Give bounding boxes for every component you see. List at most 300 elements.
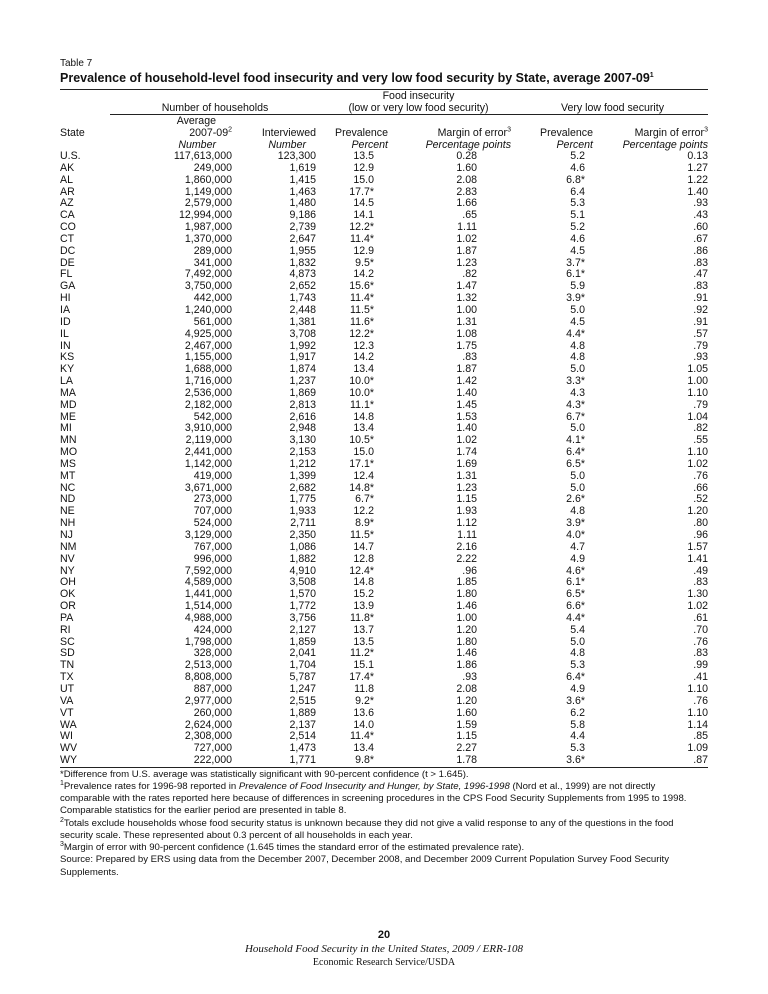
fi-margin-cell: 1.23 bbox=[456, 481, 477, 494]
table-row bbox=[60, 305, 708, 317]
vlfs-margin-cell: 1.10 bbox=[687, 682, 708, 695]
vlfs-margin-cell: .52 bbox=[693, 493, 708, 506]
vlfs-margin-cell: .55 bbox=[693, 434, 708, 447]
interviewed-cell: 2,153 bbox=[289, 446, 316, 459]
average-households-cell: 1,155,000 bbox=[184, 351, 232, 364]
average-households-cell: 561,000 bbox=[193, 315, 232, 328]
fi-margin-cell: 1.00 bbox=[456, 303, 477, 316]
unit-pp-fi: Percentage points bbox=[425, 139, 511, 151]
average-households-cell: 1,370,000 bbox=[184, 232, 232, 245]
interviewed-cell: 1,463 bbox=[289, 185, 316, 198]
fi-margin-cell: 1.31 bbox=[456, 469, 477, 482]
vlfs-margin-cell: .76 bbox=[693, 635, 708, 648]
state-cell: MT bbox=[60, 469, 76, 482]
vlfs-margin-cell: 1.10 bbox=[687, 446, 708, 459]
interviewed-cell: 2,127 bbox=[289, 623, 316, 636]
vlfs-margin-cell: 1.20 bbox=[687, 505, 708, 518]
average-households-cell: 2,119,000 bbox=[185, 434, 232, 447]
vlfs-margin-cell: 1.02 bbox=[687, 600, 708, 613]
footnote-2: $^2$Totals exclude households whose food security status is unknown because they did not give a valid response to any of the questions in the food security scale. These represented about 0.3 percent of all households in each year. bbox=[60, 816, 674, 841]
fi-prevalence-cell: 15.1 bbox=[353, 659, 374, 672]
fi-prevalence-cell: 12.2 bbox=[353, 505, 374, 518]
vlfs-margin-cell: .83 bbox=[693, 280, 708, 293]
table-row bbox=[60, 577, 708, 589]
vlfs-margin-cell: 1.10 bbox=[687, 386, 708, 399]
vlfs-prevalence-cell: 5.0 bbox=[570, 635, 585, 648]
fi-margin-cell: 1.47 bbox=[456, 280, 477, 293]
fi-prevalence-cell: 15.0 bbox=[353, 446, 374, 459]
average-households-cell: 2,624,000 bbox=[184, 718, 232, 731]
very-low-food-security-heading: Very low food security bbox=[517, 102, 708, 115]
average-households-cell: 542,000 bbox=[193, 410, 232, 423]
fi-margin-cell: 1.53 bbox=[456, 410, 477, 423]
table-row bbox=[60, 281, 708, 293]
average-households-cell: 2,308,000 bbox=[184, 730, 232, 743]
fi-margin-cell: 1.11 bbox=[457, 529, 477, 541]
fi-margin-cell: 2.08 bbox=[456, 173, 477, 186]
average-households-cell: 4,925,000 bbox=[184, 327, 232, 340]
average-households-cell: 424,000 bbox=[193, 623, 232, 636]
table-row bbox=[60, 341, 708, 353]
average-households-cell: 3,750,000 bbox=[184, 280, 232, 293]
interviewed-cell: 2,739 bbox=[289, 221, 316, 234]
interviewed-cell: 2,350 bbox=[289, 529, 316, 541]
interviewed-cell: 2,647 bbox=[289, 232, 316, 245]
fi-margin-cell: 1.15 bbox=[456, 730, 477, 743]
interviewed-cell: 3,508 bbox=[289, 576, 316, 589]
vlfs-margin-cell: .60 bbox=[693, 221, 708, 234]
table-row bbox=[60, 293, 708, 305]
fi-margin-cell: 1.45 bbox=[456, 398, 477, 411]
interviewed-cell: 1,212 bbox=[289, 457, 316, 470]
interviewed-cell: 1,882 bbox=[289, 552, 316, 565]
vlfs-prevalence-cell: 5.8 bbox=[570, 718, 585, 731]
average-households-cell: 996,000 bbox=[193, 552, 232, 565]
fi-prevalence-cell: 10.0* bbox=[349, 386, 374, 399]
fi-margin-cell: 1.23 bbox=[456, 256, 477, 269]
interviewed-cell: 1,832 bbox=[289, 256, 316, 269]
fi-prevalence-cell: 14.8* bbox=[349, 481, 374, 494]
interviewed-cell: 2,652 bbox=[289, 280, 316, 293]
table-row bbox=[60, 400, 708, 412]
organization: Economic Research Service/USDA bbox=[312, 957, 456, 968]
fi-margin-cell: 1.40 bbox=[456, 422, 477, 435]
state-cell: MI bbox=[60, 422, 72, 435]
vlfs-prevalence-cell: 3.6* bbox=[566, 754, 585, 767]
average-households-cell: 1,798,000 bbox=[184, 635, 232, 648]
vlfs-margin-cell: .87 bbox=[693, 754, 708, 767]
interviewed-cell: 2,948 bbox=[289, 422, 316, 435]
vlfs-prevalence-cell: 4.0* bbox=[566, 529, 585, 541]
interviewed-cell: 1,772 bbox=[289, 600, 316, 613]
vlfs-margin-cell: .79 bbox=[693, 339, 708, 352]
state-cell: CT bbox=[60, 232, 75, 245]
vlfs-margin-cell: .83 bbox=[693, 256, 708, 269]
fi-margin-cell: 0.28 bbox=[456, 150, 477, 162]
average-households-cell: 289,000 bbox=[193, 244, 232, 257]
average-households-cell: 2,182,000 bbox=[184, 398, 232, 411]
interviewed-cell: 2,515 bbox=[289, 694, 316, 707]
state-cell: MO bbox=[60, 446, 78, 459]
interviewed-cell: 1,771 bbox=[289, 754, 316, 767]
fi-prevalence-cell: 8.9* bbox=[355, 517, 374, 530]
average-households-cell: 524,000 bbox=[193, 517, 232, 530]
fi-prevalence-cell: 12.3 bbox=[353, 339, 374, 352]
vlfs-prevalence-cell: 4.9 bbox=[570, 552, 585, 565]
fi-prevalence-cell: 9.2* bbox=[355, 694, 374, 707]
food-insecurity-subheading: (low or very low food security) bbox=[320, 102, 517, 115]
state-cell: KY bbox=[60, 363, 75, 376]
average-households-cell: 3,671,000 bbox=[184, 481, 232, 494]
fi-margin-cell: 1.87 bbox=[456, 244, 477, 257]
table-row bbox=[60, 672, 708, 684]
interviewed-cell: 1,237 bbox=[289, 375, 316, 388]
average-households-cell: 1,688,000 bbox=[184, 363, 232, 376]
interviewed-cell: 1,955 bbox=[289, 244, 316, 257]
vlfs-prevalence-cell: 4.1* bbox=[566, 434, 585, 447]
table-row bbox=[60, 542, 708, 554]
average-households-cell: 442,000 bbox=[193, 292, 232, 305]
vlfs-margin-cell: .61 bbox=[693, 611, 708, 624]
vlfs-margin-cell: .99 bbox=[693, 659, 708, 672]
table-row bbox=[60, 388, 708, 400]
fi-margin-cell: .82 bbox=[462, 268, 477, 281]
fi-prevalence-cell: 14.2 bbox=[353, 351, 374, 364]
interviewed-cell: 1,889 bbox=[289, 706, 316, 719]
vlfs-prevalence-cell: 4.6* bbox=[566, 564, 585, 577]
fi-margin-cell: .96 bbox=[462, 564, 477, 577]
interviewed-cell: 1,859 bbox=[289, 635, 316, 648]
state-cell: SC bbox=[60, 635, 75, 648]
households-heading: Number of households bbox=[110, 102, 320, 115]
fi-prevalence-cell: 17.7* bbox=[349, 185, 374, 198]
table-row bbox=[60, 696, 708, 708]
state-heading: State bbox=[60, 127, 85, 139]
interviewed-cell: 2,813 bbox=[289, 398, 316, 411]
table-label: Table 7 bbox=[60, 58, 93, 69]
state-cell: UT bbox=[60, 682, 75, 695]
fi-prevalence-cell: 6.7* bbox=[355, 493, 374, 506]
fi-margin-cell: 1.46 bbox=[456, 600, 477, 613]
fi-margin-cell: 2.83 bbox=[456, 185, 477, 198]
fi-prevalence-cell: 15.6* bbox=[349, 280, 374, 293]
fi-prevalence-heading: Prevalence bbox=[335, 127, 388, 139]
fi-prevalence-cell: 9.8* bbox=[355, 754, 374, 767]
vlfs-prevalence-cell: 2.6* bbox=[566, 493, 585, 506]
table-row bbox=[60, 352, 708, 364]
average-households-cell: 260,000 bbox=[193, 706, 232, 719]
table-row bbox=[60, 198, 708, 210]
title-footnote-mark: 1 bbox=[649, 71, 654, 79]
vlfs-prevalence-cell: 5.0 bbox=[570, 303, 585, 316]
state-cell: MS bbox=[60, 457, 76, 470]
vlfs-prevalence-cell: 6.4 bbox=[570, 185, 585, 198]
vlfs-prevalence-cell: 4.3* bbox=[566, 398, 585, 411]
average-households-cell: 3,129,000 bbox=[184, 529, 232, 541]
vlfs-margin-cell: 1.02 bbox=[687, 457, 708, 470]
fi-margin-cell: .65 bbox=[462, 209, 477, 222]
table-title bbox=[60, 71, 708, 85]
vlfs-margin-cell: .86 bbox=[693, 244, 708, 257]
fi-margin-heading: Margin of error$^3$ bbox=[437, 126, 511, 139]
average-households-cell: 328,000 bbox=[193, 647, 232, 660]
average-households-cell: 767,000 bbox=[193, 540, 232, 553]
table-title-text: Prevalence of household-level food insecurity and very low food security by State, average 2007-09 bbox=[60, 71, 650, 85]
fi-margin-cell: 1.66 bbox=[456, 197, 477, 210]
vlfs-prevalence-cell: 6.4* bbox=[566, 446, 585, 459]
state-cell: NH bbox=[60, 517, 76, 530]
vlfs-margin-cell: .79 bbox=[693, 398, 708, 411]
vlfs-margin-cell: 1.57 bbox=[687, 540, 708, 553]
state-cell: VA bbox=[60, 694, 74, 707]
unit-pp-vlfs: Percentage points bbox=[622, 139, 708, 151]
vlfs-prevalence-cell: 6.5* bbox=[566, 457, 585, 470]
vlfs-margin-cell: .49 bbox=[693, 564, 708, 577]
interviewed-cell: 3,708 bbox=[289, 327, 316, 340]
fi-margin-cell: 1.15 bbox=[456, 493, 477, 506]
table-row bbox=[60, 708, 708, 720]
average-households-cell: 1,240,000 bbox=[184, 303, 232, 316]
fi-prevalence-cell: 14.8 bbox=[353, 410, 374, 423]
state-cell: DE bbox=[60, 256, 75, 269]
interviewed-cell: 2,041 bbox=[289, 647, 316, 660]
state-cell: IN bbox=[60, 339, 71, 352]
interviewed-cell: 1,399 bbox=[289, 469, 316, 482]
average-households-cell: 117,613,000 bbox=[173, 150, 232, 162]
fi-margin-cell: .93 bbox=[462, 671, 477, 684]
vlfs-prevalence-cell: 5.0 bbox=[570, 481, 585, 494]
fi-prevalence-cell: 11.4* bbox=[350, 232, 374, 245]
table-row bbox=[60, 222, 708, 234]
fi-prevalence-cell: 11.4* bbox=[350, 292, 374, 305]
interviewed-cell: 1,992 bbox=[289, 339, 316, 352]
vlfs-prevalence-cell: 4.8 bbox=[570, 339, 585, 352]
interviewed-heading: Interviewed bbox=[261, 127, 316, 139]
fi-prevalence-cell: 11.1* bbox=[350, 398, 374, 411]
state-cell: LA bbox=[60, 375, 73, 388]
average-households-cell: 2,977,000 bbox=[184, 694, 232, 707]
vlfs-margin-cell: .66 bbox=[693, 481, 708, 494]
vlfs-margin-cell: .92 bbox=[693, 303, 708, 316]
average-households-cell: 1,716,000 bbox=[184, 375, 232, 388]
vlfs-margin-cell: .91 bbox=[693, 292, 708, 305]
vlfs-margin-cell: 1.27 bbox=[687, 161, 708, 174]
fi-prevalence-cell: 9.5* bbox=[355, 256, 374, 269]
state-cell: IL bbox=[60, 327, 69, 340]
interviewed-cell: 1,917 bbox=[289, 351, 316, 364]
table-row bbox=[60, 731, 708, 743]
average-heading: Average bbox=[176, 115, 216, 127]
vlfs-margin-cell: 1.22 bbox=[687, 173, 708, 186]
state-cell: RI bbox=[60, 623, 71, 636]
fi-prevalence-cell: 10.5* bbox=[349, 434, 374, 447]
vlfs-margin-cell: .91 bbox=[693, 315, 708, 328]
fi-margin-cell: .83 bbox=[462, 351, 477, 364]
state-cell: AZ bbox=[60, 197, 74, 210]
header-row-1 bbox=[60, 90, 708, 102]
fi-prevalence-cell: 11.5* bbox=[350, 529, 374, 541]
average-households-cell: 1,149,000 bbox=[184, 185, 232, 198]
vlfs-prevalence-cell: 5.0 bbox=[570, 422, 585, 435]
vlfs-margin-cell: .70 bbox=[693, 623, 708, 636]
page-number: 20 bbox=[377, 929, 391, 941]
fi-prevalence-cell: 11.2* bbox=[350, 647, 374, 660]
table-row bbox=[60, 151, 708, 163]
interviewed-cell: 1,247 bbox=[289, 682, 316, 695]
average-households-cell: 1,441,000 bbox=[184, 588, 232, 601]
vlfs-prevalence-cell: 4.6 bbox=[570, 232, 585, 245]
interviewed-cell: 1,704 bbox=[289, 659, 316, 672]
header-row-2 bbox=[60, 102, 708, 115]
fi-margin-cell: 1.87 bbox=[456, 363, 477, 376]
vlfs-margin-cell: 1.00 bbox=[687, 375, 708, 388]
fi-prevalence-cell: 12.4* bbox=[349, 564, 374, 577]
vlfs-margin-cell: 1.41 bbox=[687, 552, 708, 565]
vlfs-prevalence-cell: 5.2 bbox=[570, 150, 585, 162]
fi-margin-cell: 1.12 bbox=[456, 517, 477, 530]
vlfs-margin-cell: 1.10 bbox=[687, 706, 708, 719]
table-row bbox=[60, 435, 708, 447]
fi-margin-cell: 1.40 bbox=[456, 386, 477, 399]
vlfs-margin-cell: .83 bbox=[693, 647, 708, 660]
vlfs-margin-cell: 1.30 bbox=[687, 588, 708, 601]
interviewed-cell: 1,619 bbox=[289, 161, 316, 174]
table-row bbox=[60, 258, 708, 270]
vlfs-margin-cell: 1.14 bbox=[687, 718, 708, 731]
state-cell: HI bbox=[60, 292, 71, 305]
vlfs-margin-cell: .80 bbox=[693, 517, 708, 530]
state-cell: WI bbox=[60, 730, 73, 743]
fi-prevalence-cell: 11.4* bbox=[350, 730, 374, 743]
state-cell: FL bbox=[60, 268, 73, 281]
table-row bbox=[60, 376, 708, 388]
state-cell: NY bbox=[60, 564, 75, 577]
table-header bbox=[60, 90, 708, 151]
header-row-4 bbox=[60, 127, 708, 139]
fi-margin-cell: 1.80 bbox=[456, 635, 477, 648]
state-cell: CA bbox=[60, 209, 75, 222]
vlfs-margin-cell: .41 bbox=[693, 671, 708, 684]
vlfs-prevalence-cell: 3.9* bbox=[566, 517, 585, 530]
interviewed-cell: 3,756 bbox=[289, 611, 316, 624]
table-row bbox=[60, 554, 708, 566]
vlfs-prevalence-cell: 3.6* bbox=[566, 694, 585, 707]
vlfs-prevalence-cell: 3.7* bbox=[566, 256, 585, 269]
vlfs-prevalence-cell: 6.4* bbox=[566, 671, 585, 684]
vlfs-prevalence-cell: 5.3 bbox=[570, 197, 585, 210]
interviewed-cell: 1,381 bbox=[289, 315, 316, 328]
fi-prevalence-cell: 13.4 bbox=[353, 742, 374, 755]
table-row bbox=[60, 601, 708, 613]
vlfs-margin-cell: .43 bbox=[693, 209, 708, 222]
fi-prevalence-cell: 13.5 bbox=[353, 635, 374, 648]
average-households-cell: 1,514,000 bbox=[184, 600, 232, 613]
vlfs-prevalence-cell: 6.5* bbox=[566, 588, 585, 601]
unit-number-avg: Number bbox=[178, 139, 216, 151]
state-cell: PA bbox=[60, 611, 74, 624]
fi-prevalence-cell: 15.2 bbox=[353, 588, 374, 601]
fi-prevalence-cell: 13.4 bbox=[353, 363, 374, 376]
average-households-cell: 3,910,000 bbox=[184, 422, 232, 435]
vlfs-prevalence-cell: 4.4* bbox=[566, 611, 585, 624]
vlfs-prevalence-cell: 4.6 bbox=[570, 161, 585, 174]
state-cell: GA bbox=[60, 280, 76, 293]
vlfs-prevalence-cell: 6.6* bbox=[566, 600, 585, 613]
average-households-cell: 2,513,000 bbox=[184, 659, 232, 672]
fi-margin-cell: 1.08 bbox=[456, 327, 477, 340]
fi-margin-cell: 1.80 bbox=[456, 588, 477, 601]
vlfs-margin-cell: .85 bbox=[693, 730, 708, 743]
table-row bbox=[60, 660, 708, 672]
header-row-3 bbox=[60, 115, 708, 128]
table-row bbox=[60, 459, 708, 471]
interviewed-cell: 1,874 bbox=[289, 363, 316, 376]
state-cell: VT bbox=[60, 706, 74, 719]
vlfs-margin-cell: .83 bbox=[693, 576, 708, 589]
vlfs-prevalence-cell: 5.9 bbox=[570, 280, 585, 293]
fi-margin-cell: 1.02 bbox=[456, 232, 477, 245]
fi-prevalence-cell: 14.7 bbox=[353, 540, 374, 553]
state-cell: AL bbox=[60, 173, 73, 186]
vlfs-prevalence-cell: 5.4 bbox=[570, 623, 585, 636]
state-cell: ND bbox=[60, 493, 76, 506]
average-households-cell: 7,592,000 bbox=[184, 564, 232, 577]
average-households-cell: 1,142,000 bbox=[184, 457, 232, 470]
state-cell: OR bbox=[60, 600, 76, 613]
average-households-cell: 887,000 bbox=[193, 682, 232, 695]
source-note: Source: Prepared by ERS using data from the December 2007, December 2008, and December 2009 Current Population Survey Food Security Supplements. bbox=[60, 854, 670, 878]
interviewed-cell: 1,933 bbox=[289, 505, 316, 518]
bottom-rule bbox=[60, 767, 708, 768]
unit-percent-vlfs: Percent bbox=[556, 139, 593, 151]
fi-prevalence-cell: 13.5 bbox=[353, 150, 374, 162]
state-cell: U.S. bbox=[60, 150, 81, 162]
interviewed-cell: 1,570 bbox=[289, 588, 316, 601]
table-row bbox=[60, 743, 708, 755]
fi-margin-cell: 1.93 bbox=[456, 505, 477, 518]
vlfs-prevalence-cell: 4.4 bbox=[570, 730, 585, 743]
state-cell: WV bbox=[60, 742, 78, 755]
vlfs-prevalence-cell: 4.3 bbox=[570, 386, 585, 399]
fi-margin-cell: 1.60 bbox=[456, 706, 477, 719]
footnote-3: $^3$Margin of error with 90-percent confidence (1.645 times the standard error of the estimated prevalence rate). bbox=[60, 840, 525, 854]
table-row bbox=[60, 530, 708, 542]
footnotes bbox=[60, 769, 708, 879]
unit-percent-fi: Percent bbox=[351, 139, 388, 151]
vlfs-prevalence-cell: 5.0 bbox=[570, 469, 585, 482]
vlfs-prevalence-cell: 3.9* bbox=[566, 292, 585, 305]
average-households-cell: 341,000 bbox=[193, 256, 232, 269]
fi-margin-cell: 1.20 bbox=[456, 694, 477, 707]
vlfs-prevalence-cell: 3.3* bbox=[566, 375, 585, 388]
vlfs-prevalence-cell: 6.8* bbox=[566, 173, 585, 186]
publication-title: Household Food Security in the United States, 2009 / ERR-108 bbox=[244, 943, 523, 955]
fi-margin-cell: 2.08 bbox=[456, 682, 477, 695]
fi-prevalence-cell: 14.8 bbox=[353, 576, 374, 589]
table-row bbox=[60, 637, 708, 649]
table-row bbox=[60, 447, 708, 459]
table-row bbox=[60, 175, 708, 187]
table-row bbox=[60, 471, 708, 483]
average-households-cell: 707,000 bbox=[193, 505, 232, 518]
state-cell: SD bbox=[60, 647, 75, 660]
vlfs-margin-cell: .96 bbox=[693, 529, 708, 541]
interviewed-cell: 4,910 bbox=[289, 564, 316, 577]
interviewed-cell: 1,086 bbox=[289, 540, 316, 553]
vlfs-prevalence-cell: 4.5 bbox=[570, 315, 585, 328]
fi-margin-cell: 1.00 bbox=[456, 611, 477, 624]
vlfs-prevalence-cell: 6.1* bbox=[566, 268, 585, 281]
